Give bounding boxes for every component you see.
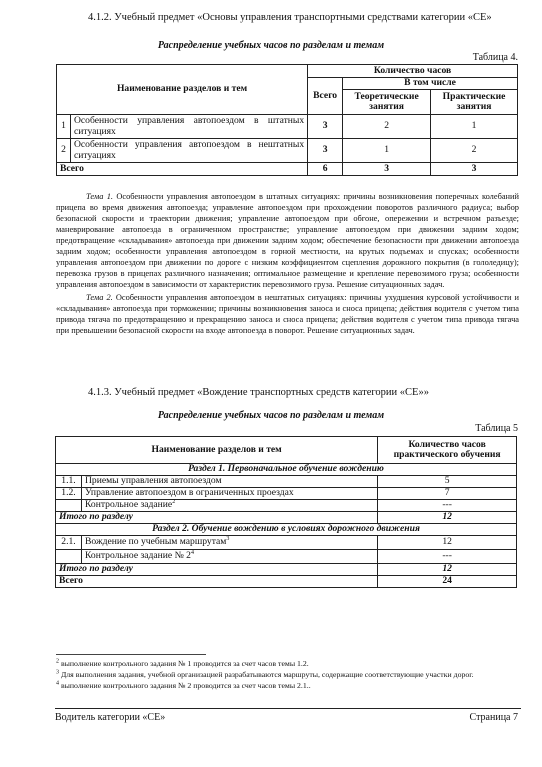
total-label: Всего [57,163,308,176]
topic1-text: Особенности управления автопоездом в штатных ситуациях: причины возникновения поперечных колебаний прицепа во время движения автопоезда; управление автопоездом при прохождении поворотов различного радиуса; выбор безопасной скорости и траектории движения; управление автопоездом при обгоне, опережении и встречном разъезде; маневрирование автопоезда в ограниченном пространстве; управление автопоездом при движении задним ходом; предотвращение «складывания» автопоезда при движении задним ходом; обеспечение безопасности при движении автопоезда задним ходом; особенности управления автопоездом в горной местности, на крутых подъемах и спусках; особенности управления автопоездом при движении по дороге с низким коэффициентом сцепления дорожного покрытия (в гололедицу); перевозка грузов в прицепах различного назначения; оптимальное размещение и крепление перевозимого груза; особенности управления автопоездом в зависимости от характеристик перевозимого груза. Решение ситуационных задач. [56,192,519,289]
total-total: 6 [308,163,343,176]
row-number: 1.2. [56,488,82,500]
footer-title: Водитель категории «СЕ» [55,712,166,723]
table-total-row [56,576,517,588]
total-practice: 3 [431,163,518,176]
table-row [57,115,518,139]
table4-header-total: Всего [308,78,343,115]
table5-part1: Раздел 1. Первоначальное обучение вождению [56,464,517,476]
row-number: 2 [57,139,71,163]
subtotal2-label: Итого по разделу [56,564,378,576]
row-name: Контрольное задание № $2^4$ [81,550,377,564]
total-hours: 24 [378,576,517,588]
row-hours: 12 [378,536,517,550]
table5-label: Таблица 5 [475,423,518,434]
row-number [56,550,82,564]
topic1-lead: Тема 1. [86,192,113,201]
table-row [57,139,518,163]
table-row [56,500,517,512]
table4-header-theory: Теоретические занятия [343,90,431,115]
subtotal2-hours: 12 [378,564,517,576]
row-name: Контрольное задание$^2$ [81,500,377,512]
table-total-row [57,163,518,176]
row-number [56,500,82,512]
table-subtotal-row [56,564,517,576]
row-theory: 1 [343,139,431,163]
row-number: 1.1. [56,476,82,488]
total-theory: 3 [343,163,431,176]
table4-header-practice: Практические занятия [431,90,518,115]
table-4 [56,64,518,176]
table-row [56,536,517,550]
table4-header-incl: В том числе [343,78,518,90]
row-name: Особенности управления автопоездом в штатных ситуациях [70,115,307,139]
row-name: Приемы управления автопоездом [81,476,377,488]
table-row [56,488,517,500]
table5-header-name: Наименование разделов и тем [56,437,378,464]
table-row [56,476,517,488]
footnote: $^4$ выполнение контрольного задания № 2 проводится за счет часов темы 2.1.. [56,680,311,690]
subtotal1-label: Итого по разделу [56,512,378,524]
row-name: Управление автопоездом в ограниченных проездах [81,488,377,500]
page-number: Страница 7 [469,712,518,723]
total-label: Всего [56,576,378,588]
table5-subtitle: Распределение учебных часов по разделам и темам [157,410,385,421]
topic2-paragraph [56,292,519,336]
row-hours: --- [378,500,517,512]
table4-header-name: Наименование разделов и тем [57,65,308,115]
row-name: Вождение по учебным маршрутам$^3$ [81,536,377,550]
topic1-paragraph [56,191,519,290]
table-subtotal-row [56,512,517,524]
footnotes [56,658,524,691]
topic2-text: Особенности управления автопоездом в нештатных ситуациях: причины ухудшения курсовой устойчивости и «складывания» автопоезда при торможении; причины возникновения заноса и сноса прицепа; действия водителя с учетом типа привода тягача по предотвращению и прекращению заноса и сноса прицепа; действия водителя с учетом типа привода тягача при превышении безопасной скорости на входе автопоезда в поворот. Решение ситуационных задач. [56,293,519,335]
topic2-lead: Тема 2. [86,293,113,302]
row-total: 3 [308,115,343,139]
subtotal1-hours: 12 [378,512,517,524]
table5-part2: Раздел 2. Обучение вождению в условиях дорожного движения [56,524,517,536]
row-hours: --- [378,550,517,564]
section-title-4-1-3: 4.1.3. Учебный предмет «Вождение транспортных средств категории «СЕ»» [88,387,429,398]
footnote-divider [56,654,206,655]
row-name: Особенности управления автопоездом в нештатных ситуациях [70,139,307,163]
row-theory: 2 [343,115,431,139]
row-hours: 7 [378,488,517,500]
table4-label: Таблица 4. [472,52,518,63]
section-title-4-1-2: 4.1.2. Учебный предмет «Основы управления транспортными средствами категории «СЕ» [88,12,492,23]
row-total: 3 [308,139,343,163]
row-number: 1 [57,115,71,139]
footnote: $^2$ выполнение контрольного задания № 1 проводится за счет часов темы 1.2. [56,658,309,668]
row-practice: 1 [431,115,518,139]
row-number: 2.1. [56,536,82,550]
table4-header-qty: Количество часов [308,65,518,78]
table4-subtitle: Распределение учебных часов по разделам и темам [157,40,385,51]
footnote: $^3$ Для выполнения задания, учебной организацией разрабатываются маршруты, содержащие соответствующие участки дорог. [56,669,474,679]
footer-divider [55,708,521,709]
row-hours: 5 [378,476,517,488]
table-5 [55,436,517,588]
table-row [56,550,517,564]
row-practice: 2 [431,139,518,163]
table5-header-qty: Количество часов практического обучения [378,437,517,464]
